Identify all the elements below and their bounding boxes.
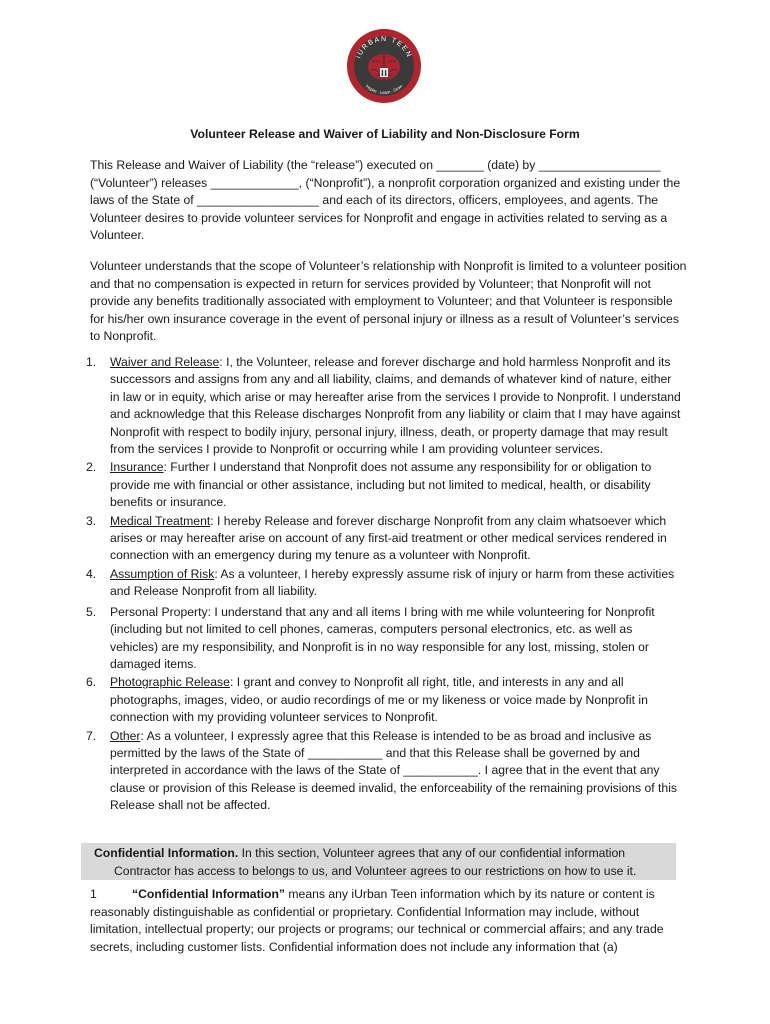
- logo-bottom-text: Inspire · Learn · Grow: [364, 83, 404, 96]
- definition-paragraph: [90, 886, 680, 956]
- iurban-teen-logo: [346, 28, 422, 104]
- item-text: I hereby Release and forever discharge Nonprofit from any claim whatsoever which arises or may hereafter arise on account of any first-aid treatment or other medical services rendered in connection with an emergency during my tenure as a volunteer with Nonprofit.: [110, 513, 667, 563]
- item-heading: Assumption of Risk: [110, 566, 215, 581]
- item-heading: Photographic Release: [110, 675, 230, 690]
- list-item: 4. Assumption of Risk: As a volunteer, I hereby expressly assume risk of injury or harm from these activities and Release Nonprofit from all liability.: [86, 566, 675, 599]
- list-item: 1. Waiver and Release: I, the Volunteer, release and forever discharge and hold harmless Nonprofit and its successors and assigns from any and all liability, claims, and demands of whatever kind of nature, either in law or in equity, which arise or may hereafter arise from the services I provide to Nonprofit. I understand and acknowledge that this Release discharges Nonprofit from any liability or claim that I may have against Nonprofit with respect to bodily injury, personal injury, illness, death, or property damage that may result from the services I provide to Nonprofit or occurring while I am providing volunteer services.: [86, 355, 681, 457]
- item-heading: Personal Property: [110, 604, 208, 619]
- definition-number: 1: [90, 887, 97, 901]
- item-number: 5.: [86, 604, 97, 619]
- item-number: 3.: [86, 513, 97, 528]
- item-text: As a volunteer, I hereby expressly assume risk of injury or harm from these activities and Release Nonprofit from all liability.: [110, 566, 675, 599]
- item-text: I understand that any and all items I bring with me while volunteering for Nonprofit (including but not limited to cell phones, cameras, computers personal electronics, etc. as well as vehicles) are my responsibility, and Nonprofit is in no way responsible for any lost, missing, stolen or damaged items.: [110, 604, 655, 671]
- confidential-heading: Confidential Information.: [94, 846, 239, 860]
- release-terms-list: [86, 354, 682, 816]
- scope-paragraph: Volunteer understands that the scope of Volunteer’s relationship with Nonprofit is limited to a volunteer position and that no compensation is expected in return for services provided by Volunteer; that Nonprofit will not provide any benefits traditionally associated with employment to Volunteer; and that Volunteer is responsible for his/her own insurance coverage in the event of personal injury or illness as a result of Volunteer’s services to Nonprofit.: [90, 259, 687, 343]
- brain-icon: [368, 54, 400, 80]
- item-text: I, the Volunteer, release and forever discharge and hold harmless Nonprofit and its successors and assigns from any and all liability, claims, and demands of whatever kind of nature, either in law or in equity, which arise or may hereafter arise from the services I provide to Nonprofit. I understand and acknowledge that this Release discharges Nonprofit from any liability or claim that I may have against Nonprofit with respect to bodily injury, personal injury, illness, death, or property damage that may result from the services I provide to Nonprofit or occurring while I am providing volunteer services.: [110, 355, 681, 457]
- item-text: I grant and convey to Nonprofit all right, title, and interests in any and all photographs, images, video, or audio recordings of me or my likeness or voice made by Nonprofit in connection with my providing volunteer services to Nonprofit.: [110, 675, 648, 725]
- list-item: 7. Other: As a volunteer, I expressly agree that this Release is intended to be as broad and inclusive as permitted by the laws of the State of ___________ and that this Release shall be governed by and interpreted in accordance with the laws of the State of ___________. I agree that in the event that any clause or provision of this Release is deemed invalid, the enforceability of the remaining provisions of this Release shall not be affected.: [86, 728, 678, 813]
- intro-paragraph: This Release and Waiver of Liability (the “release”) executed on _______ (date) by __________________ (“Volunteer”) releases _____________, (“Nonprofit”), a nonprofit corporation organized and existing under the laws of the State of __________________ and each of its directors, officers, employees, and agents. The Volunteer desires to provide volunteer services for Nonprofit and engage in activities related to serving as a Volunteer.: [90, 158, 681, 242]
- item-number: 6.: [86, 675, 97, 690]
- list-item: 2. Insurance: Further I understand that Nonprofit does not assume any responsibility for or obligation to provide me with financial or other assistance, including but not limited to medical, health, or disability benefits or insurance.: [86, 460, 652, 510]
- item-number: 4.: [86, 566, 97, 581]
- item-heading: Waiver and Release: [110, 355, 220, 369]
- item-heading: Other: [110, 728, 141, 743]
- item-number: 7.: [86, 728, 97, 743]
- confidential-section: [94, 845, 676, 880]
- item-text: As a volunteer, I expressly agree that this Release is intended to be as broad and inclusive as permitted by the laws of the State of ___________ and that this Release shall be governed by and interpreted in accordance with the laws of the State of ___________. I agree that in the event that any clause or provision of this Release is deemed invalid, the enforceability of the remaining provisions of this Release shall not be affected.: [110, 728, 678, 813]
- list-item: 6. Photographic Release: I grant and convey to Nonprofit all right, title, and interests in any and all photographs, images, video, or audio recordings of me or my likeness or voice made by Nonprofit in connection with my providing volunteer services to Nonprofit.: [86, 675, 648, 725]
- item-text: Further I understand that Nonprofit does not assume any responsibility for or obligation to provide me with financial or other assistance, including but not limited to medical, health, or disability benefits or insurance.: [110, 460, 652, 510]
- form-title: Volunteer Release and Waiver of Liability and Non-Disclosure Form: [190, 127, 580, 141]
- definition-text: means any iUrban Teen information which by its nature or content is reasonably distinguishable as confidential or proprietary. Confidential Information may include, without limitation, intellectual property; our projects or programs; our technical or commercial affairs; and any trade secrets, including customer lists. Confidential information does not include any information that (a): [90, 887, 664, 954]
- item-number: 2.: [86, 460, 97, 475]
- definition-term: “Confidential Information”: [132, 887, 286, 901]
- confidential-line2: Contractor has access to belongs to us, and Volunteer agrees to our restrictions on how to use it.: [114, 863, 637, 878]
- item-heading: Insurance: [110, 460, 164, 475]
- list-item: 3. Medical Treatment: I hereby Release and forever discharge Nonprofit from any claim whatsoever which arises or may hereafter arise on account of any first-aid treatment or other medical services rendered in connection with an emergency during my tenure as a volunteer with Nonprofit.: [86, 513, 667, 563]
- confidential-line1: In this section, Volunteer agrees that any of our confidential information: [238, 846, 626, 860]
- logo-top-text: iURBAN TEEN: [355, 35, 413, 60]
- list-item: 5. Personal Property: I understand that any and all items I bring with me while volunteering for Nonprofit (including but not limited to cell phones, cameras, computers personal electronics, etc. as well as vehicles) are my responsibility, and Nonprofit is in no way responsible for any lost, missing, stolen or damaged items.: [86, 604, 655, 671]
- item-number: 1.: [86, 355, 97, 369]
- item-heading: Medical Treatment: [110, 513, 211, 528]
